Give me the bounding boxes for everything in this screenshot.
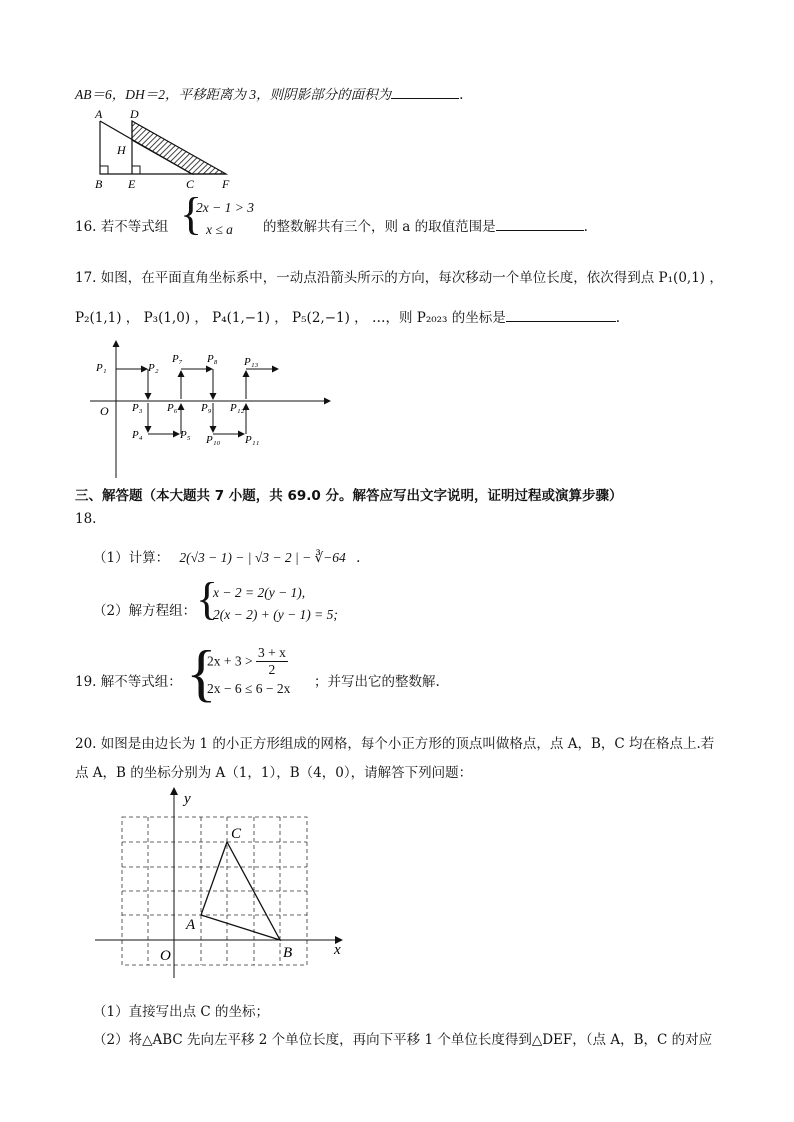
q15-end: . — [459, 87, 464, 103]
q16-text: 的整数解共有三个，则 a 的取值范围是 — [263, 219, 496, 235]
label-p3: P₃ — [132, 402, 143, 414]
q19-number: 19. 解不等式组： — [75, 674, 182, 690]
q19-fraction — [256, 645, 288, 678]
q19-eq1-left: 2x + 3 > — [207, 653, 253, 669]
section3-heading: 三、解答题（本大题共 7 小题，共 69.0 分。解答应写出文字说明，证明过程或演算步骤） — [75, 488, 623, 504]
q15-figure — [86, 104, 246, 190]
y-label: y — [184, 791, 191, 807]
q18-number: 18. — [75, 511, 97, 527]
triangle-abc — [201, 842, 280, 940]
label-p9: P₉ — [201, 402, 212, 414]
q18-system — [213, 582, 338, 626]
q18-brace: { — [196, 573, 219, 624]
q15-text — [75, 83, 463, 103]
q20-part1: （1）直接写出点 C 的坐标； — [93, 1004, 270, 1020]
q20-line2: 点 A，B 的坐标分别为 A（1，1），B（4，0），请解答下列问题： — [75, 765, 473, 781]
label-p1: P₁ — [96, 362, 107, 374]
label-p10: P₁₀ — [206, 434, 221, 446]
label-p8: P₈ — [207, 353, 218, 365]
q17-line2: P₂(1,1) ， P₃(1,0) ， P₄(1,−1) ， P₅(2,−1) ， …，则 P₂₀₂₃ 的坐标是 — [75, 310, 506, 326]
q20-grid-figure — [90, 783, 350, 983]
q16-eq2: x ≤ a — [206, 222, 233, 237]
point-c-label: C — [231, 826, 242, 842]
q18-eq2: 2(x − 2) + (y − 1) = 5; — [213, 607, 338, 622]
label-b: B — [95, 177, 103, 190]
q18-part1-end: . — [356, 550, 361, 566]
q17-end: . — [615, 310, 621, 326]
label-a: A — [95, 107, 103, 121]
q16-answer-blank[interactable] — [496, 218, 584, 231]
q16-eq1: 2x − 1 > 3 — [196, 200, 254, 215]
label-p12: P₁₂ — [230, 402, 245, 414]
label-p2: P₂ — [148, 362, 159, 374]
q15-line: AB＝6，DH＝2，平移距离为 3，则阴影部分的面积为 — [75, 87, 392, 102]
q16-number: 16. 若不等式组 — [75, 219, 169, 235]
grid-lines — [122, 817, 307, 965]
q16-brace: { — [180, 188, 203, 239]
point-b-label: B — [283, 945, 293, 961]
q19-system — [207, 645, 290, 697]
label-f: F — [222, 177, 230, 190]
q16-system — [196, 197, 254, 241]
label-p13: P₁₃ — [244, 356, 259, 368]
label-d: D — [130, 107, 139, 121]
x-label: x — [334, 942, 341, 958]
point-a-label: A — [186, 917, 196, 933]
q18-part1-expr: 2(√3 − 1) − | √3 − 2 | − ∛−64 — [179, 550, 346, 565]
label-p5: P₅ — [180, 429, 191, 441]
q18-part2-label: （2）解方程组： — [93, 603, 197, 619]
origin-label: O — [160, 948, 171, 964]
q19-text: ；并写出它的整数解. — [314, 674, 440, 690]
q18-part1 — [93, 546, 360, 566]
q18-eq1: x − 2 = 2(y − 1), — [213, 585, 306, 600]
q19-brace: { — [186, 637, 217, 708]
shaded-region — [132, 121, 226, 174]
q19-frac-den: 2 — [268, 662, 276, 677]
label-p6: P₆ — [167, 402, 178, 414]
q19-frac-num: 3 + x — [257, 645, 286, 660]
label-c: C — [186, 177, 195, 190]
q18-part1-label: （1）计算： — [93, 550, 170, 566]
label-p4: P₄ — [132, 429, 143, 441]
q19-eq1 — [207, 645, 290, 681]
label-p7: P₇ — [172, 353, 183, 365]
q17-figure — [90, 338, 335, 480]
q17-answer-blank[interactable] — [506, 309, 616, 322]
q20-part2: （2）将△ABC 先向左平移 2 个单位长度，再向下平移 1 个单位长度得到△DEF，（点 A，B，C 的对应 — [93, 1032, 713, 1048]
q16-text-line — [263, 215, 588, 235]
origin-label: O — [100, 404, 109, 418]
q16-end: . — [583, 219, 588, 235]
q17-line2-wrap — [75, 306, 620, 326]
q15-answer-blank[interactable] — [391, 86, 459, 99]
q17-line1: 17. 如图，在平面直角坐标系中，一动点沿箭头所示的方向，每次移动一个单位长度，依次得到点 P₁(0,1) ， — [75, 270, 723, 286]
label-e: E — [128, 177, 136, 190]
label-p11: P₁₁ — [245, 434, 260, 446]
q19-eq2: 2x − 6 ≤ 6 − 2x — [207, 681, 291, 696]
q20-line1: 20. 如图是由边长为 1 的小正方形组成的网格，每个小正方形的顶点叫做格点，点 A，B，C 均在格点上.若 — [75, 736, 715, 752]
label-h: H — [117, 143, 126, 157]
